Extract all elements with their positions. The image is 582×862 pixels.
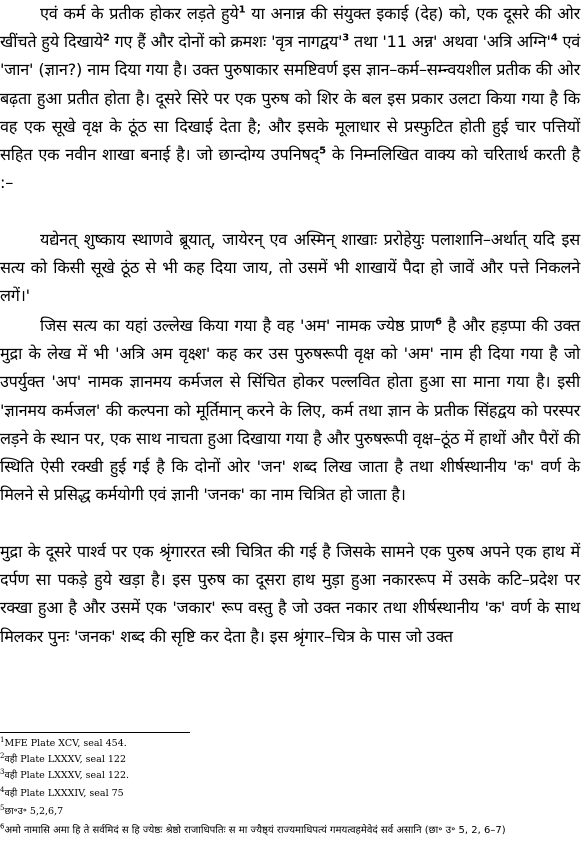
- footnote-3: [0, 768, 580, 784]
- footnote-reference: 5: [319, 145, 326, 157]
- footnote-reference: 2: [102, 32, 110, 44]
- footnote-marker: 1: [0, 735, 5, 744]
- paragraph-text: एवं 'जान' (ज्ञान?) नाम दिया गया है। उक्त पुरुषाकार समष्टिवर्ण इस ज्ञान–कर्म–सम्न्वयशील प्रतीक की ओर बढ़ता हुआ प्रतीत होता है। दूसरे सिरे पर एक पुरुष को शिर के बल इस प्रकार उलटा किया गया है कि वह एक सूखे वृक्ष के ठूंठ सा दिखाई देता है; और इसके मूलाधार से प्रस्फुटित होती हुई चार पत्तियों सहित एक नवीन शाखा बनाई है। जो छान्दोग्य उपनिषद्: [0, 32, 581, 165]
- footnote-text: वही Plate LXXXIV, seal 75: [4, 788, 124, 799]
- footnote-5: [0, 804, 580, 820]
- paragraph-2-quote: [0, 226, 580, 311]
- footnote-marker: 4: [0, 785, 5, 794]
- footnote-text: छा॰उ॰ 5,2,6,7: [4, 806, 64, 817]
- footnote-marker: 5: [0, 803, 5, 812]
- paragraph-text: तथा '11 अन्न' अथवा 'अत्रि अग्नि': [349, 32, 551, 52]
- footnote-reference: 4: [550, 32, 558, 44]
- footnote-reference: 6: [434, 316, 442, 328]
- footnote-marker: 3: [0, 767, 5, 776]
- paragraph-text: जिस सत्य का यहां उल्लेख किया गया है वह 'अम' नामक ज्येष्ठ प्राण: [40, 316, 435, 335]
- footnote-divider: [0, 732, 190, 733]
- paragraph-4: [0, 538, 580, 651]
- footnote-text: अमो नामासि अमा हि ते सर्वमिदं स हि ज्येष्ठः श्रेष्ठो राजाधिपतिः स मा ज्यैष्ठ्यं राज्यमाधिपत्यं गमयत्वहमेवेदं सर्व असानि (छा॰ उ॰ 5, 2, 6–7): [4, 825, 506, 836]
- paragraph-1: [0, 0, 580, 197]
- footnote-marker: 6: [0, 822, 5, 831]
- footnote-reference: 3: [342, 32, 350, 44]
- paragraph-text: गए हैं और दोनों को क्रमशः 'वृत्र नागद्वय': [109, 32, 343, 52]
- paragraph-text: यद्येनत् शुष्काय स्थाणवे ब्रूयात्, जायेरन् एव अस्मिन् शाखाः प्ररोहेयुः पलाशानि–अर्थात् यदि इस सत्य को किसी सूखे ठूंठ से भी कह दिया जाय, तो उसमें भी शाखायें पैदा हो जावें और पत्ते निकलने लगें।': [0, 230, 580, 306]
- footnote-text: MFE Plate XCV, seal 454.: [4, 738, 127, 749]
- footnote-reference: 1: [238, 4, 246, 16]
- paragraph-text: या अनान्न की संयुक्त इकाई (देह) को, एक दूसरे की ओर खींचते हुये दिखाये: [0, 4, 580, 52]
- paragraph-text: के निम्नलिखित वाक्य को चरितार्थ करती है :–: [0, 145, 581, 193]
- footnote-6: [0, 822, 580, 840]
- paragraph-text: है और हड़प्पा की उक्त मुद्रा के लेख में भी 'अत्रि अम वृक्ष्श' कह कर उस पुरुषरूपी वृक्ष को 'अम' नाम ही दिया गया है जो उपर्युक्त 'अप' नामक ज्ञानमय कर्मजल से सिंचित होकर पल्लवित होता हुआ सा माना गया है। इसी 'ज्ञानमय कर्मजल' की कल्पना को मूर्तिमान् करने के लिए, कर्म तथा ज्ञान के प्रतीक सिंहद्वय को परस्पर लड़ने के स्थान पर, एक साथ नाचता हुआ दिखाया गया है और पुरुषरूपी वृक्ष–ठूंठ में हाथों और पैरों की स्थिति ऐसी रक्खी हुई गई है कि दोनों ओर 'जन' शब्द लिख जाता है तथा शीर्षस्थानीय 'क' वर्ण के मिलने से प्रसिद्ध कर्मयोगी एवं ज्ञानी 'जनक' का नाम चित्रित हो जाता है।: [0, 316, 580, 505]
- paragraph-3: [0, 312, 580, 509]
- paragraph-text: एवं कर्म के प्रतीक होकर लड़ते हुये: [40, 4, 239, 23]
- footnote-marker: 2: [0, 751, 5, 760]
- paragraph-text: मुद्रा के दूसरे पार्श्व पर एक श्रृंगाररत स्त्री चित्रित की गई है जिसके सामने एक पुरुष अपने एक हाथ में दर्पण सा पकड़े हुये खड़ा है। इस पुरुष का दूसरा हाथ मुड़ा हुआ नकाररूप में उसके कटि–प्रदेश पर रक्खा हुआ है और उसमें एक 'जकार' रूप वस्तु है जो उक्त नकार तथा शीर्षस्थानीय 'क' वर्ण के साथ मिलकर पुनः 'जनक' शब्द की सृष्टि कर देता है। इस श्रृंगार–चित्र के पास जो उक्त: [0, 542, 580, 646]
- footnote-text: वही Plate LXXXV, seal 122.: [4, 770, 130, 781]
- footnote-2: [0, 752, 580, 768]
- footnote-1: [0, 736, 580, 752]
- footnote-text: वही Plate LXXXV, seal 122: [4, 754, 127, 765]
- footnote-4: [0, 786, 580, 802]
